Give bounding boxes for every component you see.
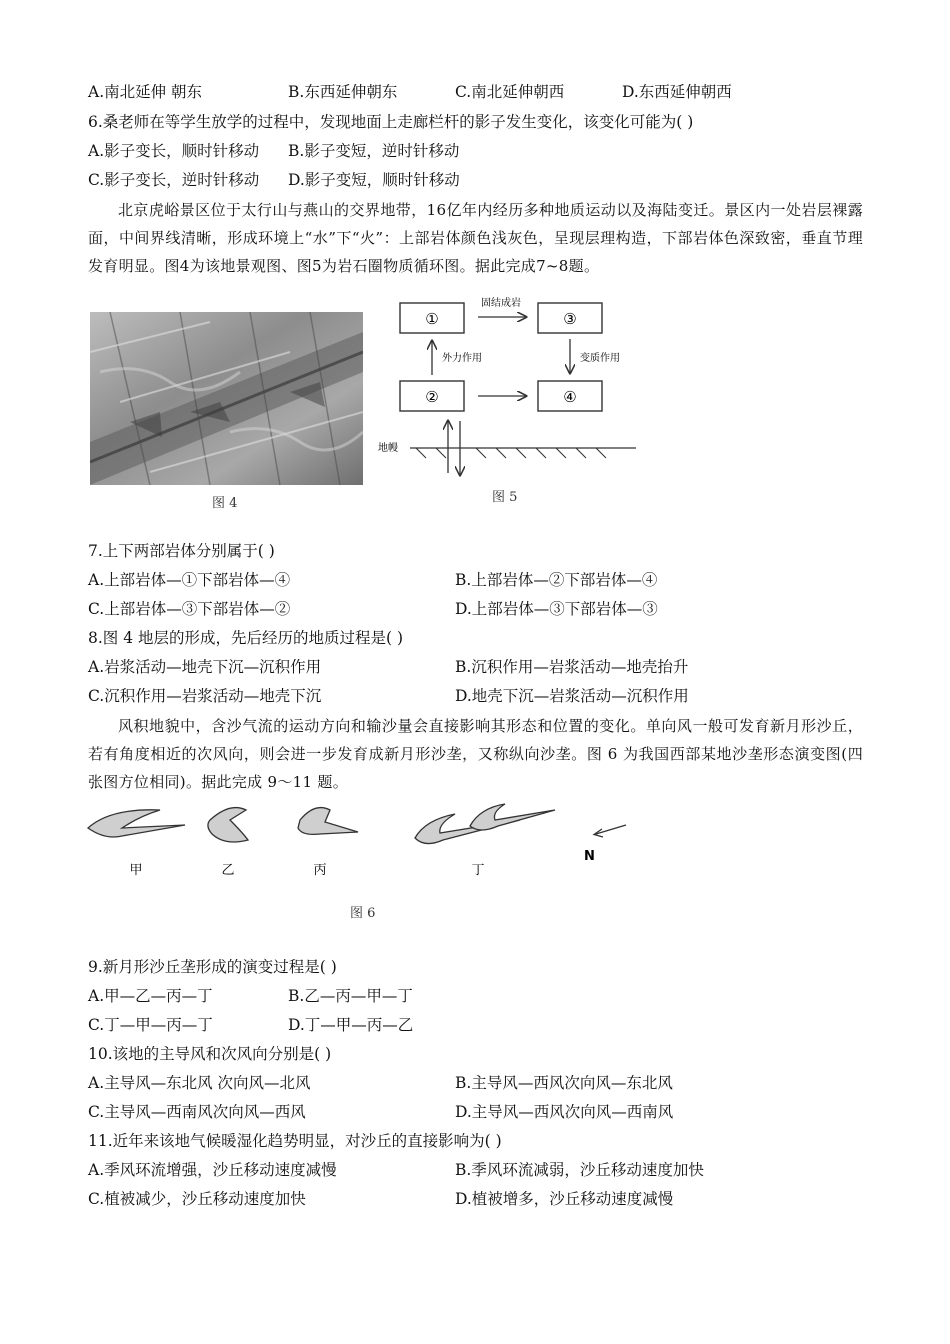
- q9-option-b: B.乙—丙—甲—丁: [288, 987, 413, 1005]
- q6-stem: 6.桑老师在等学生放学的过程中，发现地面上走廊栏杆的影子发生变化，该变化可能为( ): [88, 113, 694, 131]
- q7-option-c: C.上部岩体—③下部岩体—②: [88, 600, 291, 618]
- q8-option-b: B.沉积作用—岩浆活动—地壳抬升: [455, 658, 689, 676]
- q9-option-d: D.丁—甲—丙—乙: [288, 1016, 414, 1034]
- q11-stem: 11.近年来该地气候暖湿化趋势明显，对沙丘的直接影响为( ): [88, 1132, 502, 1150]
- q6-option-b: B.影子变短，逆时针移动: [288, 142, 460, 160]
- box-4-label: ④: [563, 388, 577, 406]
- label-yi: 乙: [221, 863, 235, 878]
- fig5-rock-cycle: [378, 295, 640, 490]
- q9-option-a: A.甲—乙—丙—丁: [88, 987, 213, 1005]
- north-label: N: [584, 849, 595, 864]
- q6-option-a: A.影子变长，顺时针移动: [88, 142, 260, 160]
- dune-yi: [208, 808, 248, 842]
- label-external: 外力作用: [442, 353, 482, 364]
- q7-option-a: A.上部岩体—①下部岩体—④: [88, 571, 291, 589]
- q8-option-d: D.地壳下沉—岩浆活动—沉积作用: [455, 687, 689, 705]
- q11-option-a: A.季风环流增强，沙丘移动速度减慢: [88, 1161, 337, 1179]
- q11-option-c: C.植被减少，沙丘移动速度加快: [88, 1190, 306, 1208]
- fig6-dune-evolution: [80, 800, 640, 890]
- q9-stem: 9.新月形沙丘垄形成的演变过程是( ): [88, 958, 337, 976]
- q8-option-a: A.岩浆活动—地壳下沉—沉积作用: [88, 658, 322, 676]
- label-ding: 丁: [471, 863, 485, 878]
- fig4-caption: 图 4: [212, 496, 238, 511]
- fig6-caption: 图 6: [350, 906, 376, 921]
- fig5-caption: 图 5: [492, 490, 518, 505]
- q10-option-b: B.主导风—西风次向风—东北风: [455, 1074, 673, 1092]
- q5-option-c: C.南北延伸朝西: [455, 83, 565, 101]
- fig4-rock-photo: [90, 312, 363, 485]
- q8-stem: 8.图 4 地层的形成，先后经历的地质过程是( ): [88, 629, 404, 647]
- q10-option-d: D.主导风—西风次向风—西南风: [455, 1103, 674, 1121]
- q10-stem: 10.该地的主导风和次风向分别是( ): [88, 1045, 332, 1063]
- q5-option-d: D.东西延伸朝西: [622, 83, 732, 101]
- label-mantle: 地幔: [378, 443, 398, 454]
- q7-stem: 7.上下两部岩体分别属于( ): [88, 542, 275, 560]
- box-2-label: ②: [425, 388, 439, 406]
- q10-option-a: A.主导风—东北风 次向风—北风: [88, 1074, 311, 1092]
- label-metamorphic: 变质作用: [580, 353, 620, 364]
- passage-dunes: 风积地貌中，含沙气流的运动方向和输沙量会直接影响其形态和位置的变化。单向风一般可发育新月形沙丘，若有角度相近的次风向，则会进一步发育成新月形沙垄，又称纵向沙垄。图 6 为我国西部某地沙垄形态演变图(四张图方位相同)。据此完成 9～11 题。: [88, 717, 863, 791]
- q6-option-d: D.影子变短，顺时针移动: [288, 171, 460, 189]
- q11-option-b: B.季风环流减弱，沙丘移动速度加快: [455, 1161, 704, 1179]
- dune-bing: [298, 808, 358, 835]
- q10-option-c: C.主导风—西南风次向风—西风: [88, 1103, 306, 1121]
- dune-jia: [88, 810, 185, 837]
- q5-option-b: B.东西延伸朝东: [288, 83, 398, 101]
- q6-option-c: C.影子变长，逆时针移动: [88, 171, 260, 189]
- dune-ding-2: [470, 804, 555, 830]
- q7-option-b: B.上部岩体—②下部岩体—④: [455, 571, 658, 589]
- label-bing: 丙: [313, 863, 327, 878]
- q9-option-c: C.丁—甲—丙—丁: [88, 1016, 213, 1034]
- passage-tiger-valley: 北京虎峪景区位于太行山与燕山的交界地带，16亿年内经历多种地质运动以及海陆变迁。景区内一处岩层裸露面，中间界线清晰，形成环境上“水”下“火”：上部岩体颜色浅灰色，呈现层理构造，下部岩体色深致密，垂直节理发育明显。图4为该地景观图、图5为岩石圈物质循环图。据此完成7~8题。: [88, 201, 863, 275]
- q7-option-d: D.上部岩体—③下部岩体—③: [455, 600, 658, 618]
- label-solidify: 固结成岩: [481, 298, 521, 309]
- q11-option-d: D.植被增多，沙丘移动速度减慢: [455, 1190, 674, 1208]
- box-3-label: ③: [563, 310, 577, 328]
- q8-option-c: C.沉积作用—岩浆活动—地壳下沉: [88, 687, 322, 705]
- label-jia: 甲: [129, 863, 143, 878]
- box-1-label: ①: [425, 310, 439, 328]
- q5-option-a: A.南北延伸 朝东: [88, 83, 203, 101]
